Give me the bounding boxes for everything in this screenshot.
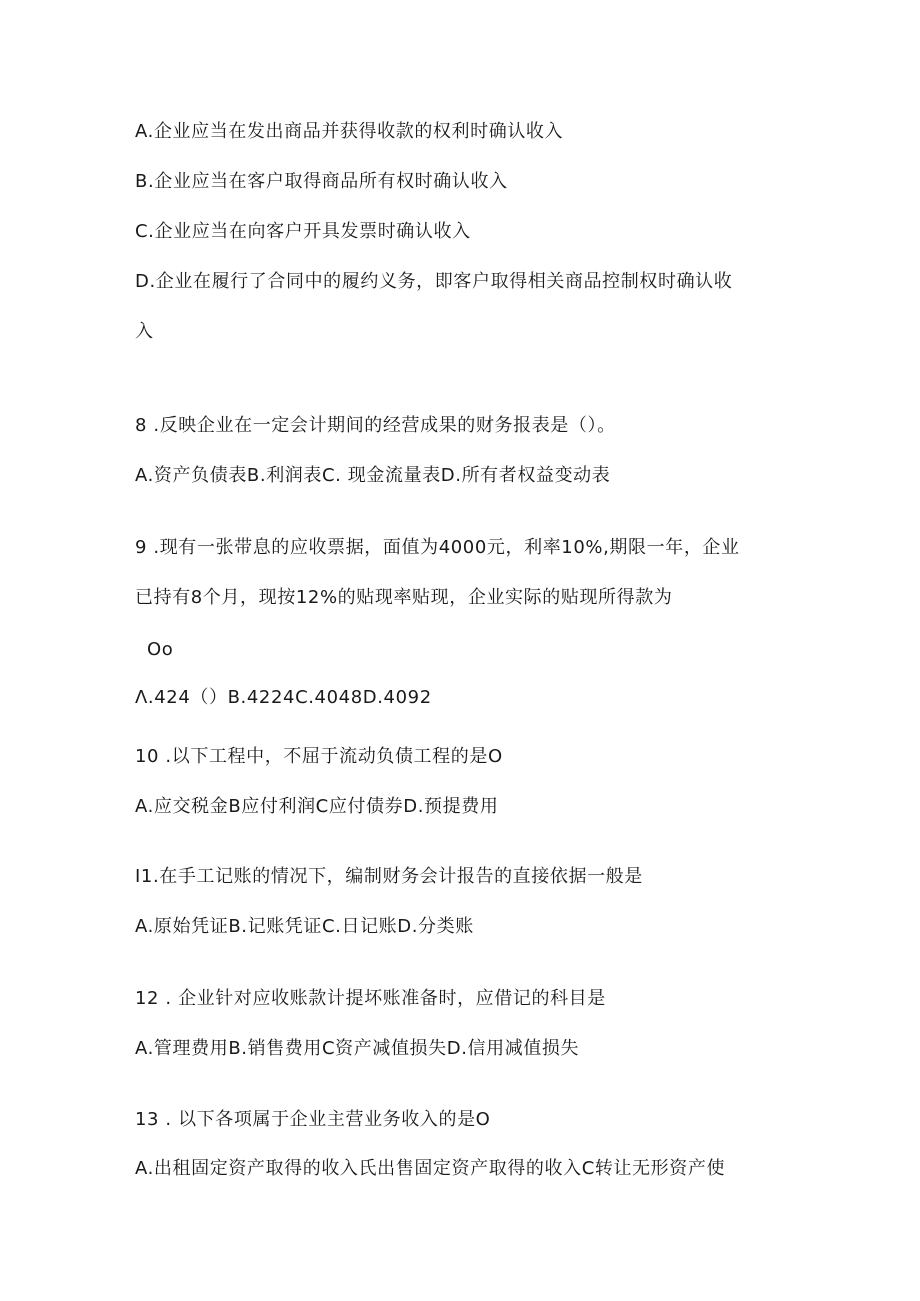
options-9: Λ.424（）B.4224C.4048D.4092: [135, 687, 432, 708]
options-8: A.资产负债表B.利润表C. 现金流量表D.所有者权益变动表: [135, 465, 611, 486]
question-9-blank: Oo: [147, 639, 174, 660]
question-12: 12 . 企业针对应收账款计提坏账准备时，应借记的科目是: [135, 988, 606, 1009]
options-11: A.原始凭证B.记账凭证C.日记账D.分类账: [135, 916, 474, 937]
option-7d-continued: 入: [135, 321, 154, 342]
option-7c: C.企业应当在向客户开具发票时确认收入: [135, 221, 471, 242]
options-10: A.应交税金B应付利润C应付债券D.预提费用: [135, 796, 499, 817]
option-7a: A.企业应当在发出商品并获得收款的权利时确认收入: [135, 121, 564, 142]
option-7d: D.企业在履行了合同中的履约义务，即客户取得相关商品控制权时确认收: [135, 271, 733, 292]
question-9: 9 .现有一张带息的应收票据，面值为4000元，利率10%,期限一年，企业: [135, 537, 740, 558]
option-7b: B.企业应当在客户取得商品所有权时确认收入: [135, 171, 508, 192]
question-9-continued: 已持有8个月，现按12%的贴现率贴现，企业实际的贴现所得款为: [135, 587, 673, 608]
question-8: 8 .反映企业在一定会计期间的经营成果的财务报表是（）。: [135, 415, 616, 436]
question-10: 10 .以下工程中，不屈于流动负债工程的是O: [135, 746, 503, 767]
question-13: 13 . 以下各项属于企业主营业务收入的是O: [135, 1109, 491, 1130]
options-12: A.管理费用B.销售费用C资产减值损失D.信用减值损失: [135, 1038, 580, 1059]
question-11: I1.在手工记账的情况下，编制财务会计报告的直接依据一般是: [135, 866, 643, 887]
options-13: A.出租固定资产取得的收入氏出售固定资产取得的收入C转让无形资产使: [135, 1158, 726, 1179]
